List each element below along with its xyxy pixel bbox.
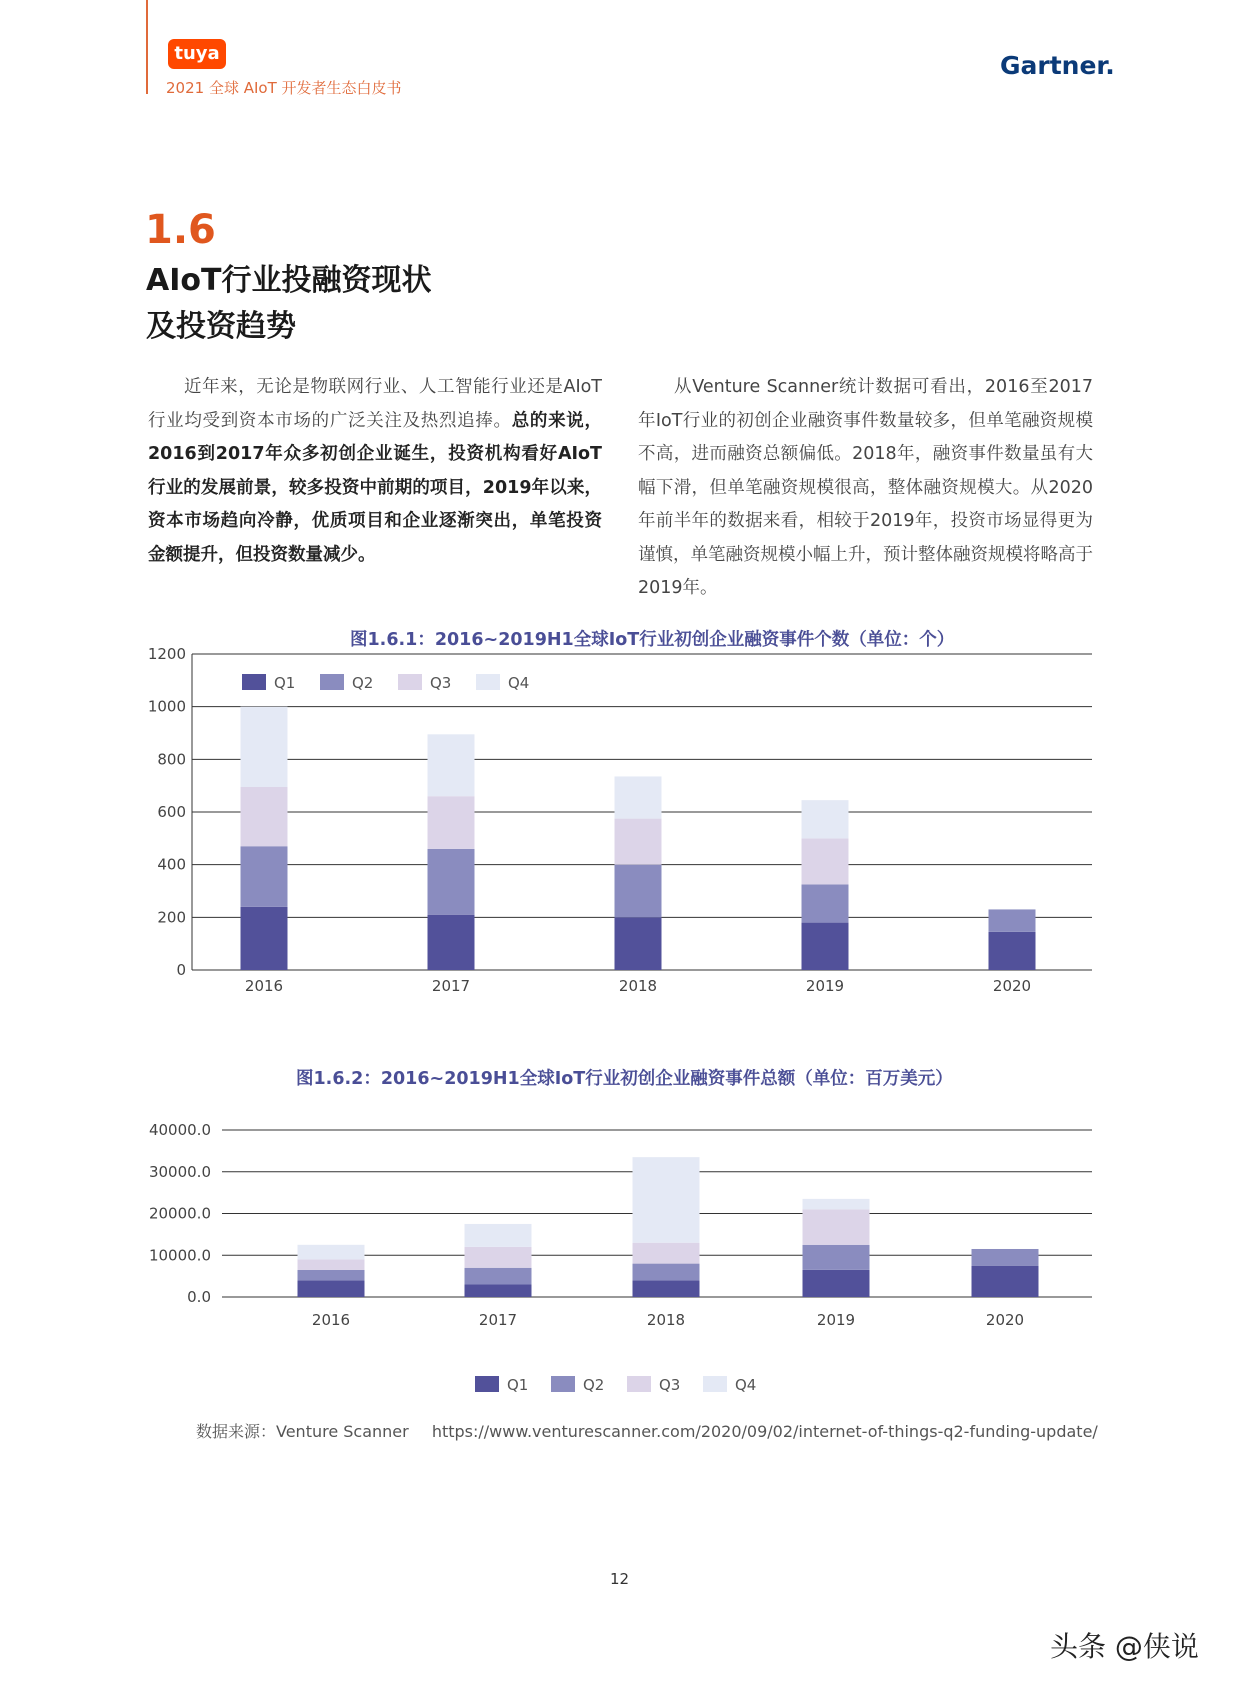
chart2-svg bbox=[0, 1110, 1241, 1400]
chart1-bar-q2-2016 bbox=[241, 846, 288, 907]
section-title-line1: AIoT行业投融资现状 bbox=[146, 263, 432, 298]
source-url[interactable]: https://www.venturescanner.com/2020/09/02/internet-of-things-q2-funding-update/ bbox=[431, 1422, 1098, 1441]
chart2-bar-q4-2017 bbox=[465, 1224, 532, 1247]
chart1-legend-swatch-q3 bbox=[398, 674, 422, 690]
chart2-xtick-label: 2018 bbox=[646, 1311, 686, 1329]
tuya-logo bbox=[168, 39, 226, 69]
chart2-legend-label: Q4 bbox=[735, 1376, 757, 1394]
chart1-bar-q4-2018 bbox=[615, 776, 662, 818]
chart1-bar-q1-2017 bbox=[428, 915, 475, 970]
section-number: 1.6 bbox=[145, 207, 216, 253]
chart1-xtick-label: 2018 bbox=[618, 977, 658, 995]
chart2-bar-q1-2018 bbox=[633, 1280, 700, 1297]
chart1-bar-q2-2017 bbox=[428, 849, 475, 915]
chart1-ytick-label: 400 bbox=[157, 855, 186, 874]
chart2-bar-q1-2019 bbox=[803, 1270, 870, 1297]
chart1-bar-q4-2017 bbox=[428, 734, 475, 796]
chart2-xtick-label: 2019 bbox=[816, 1311, 856, 1329]
chart2-bar-q3-2018 bbox=[633, 1243, 700, 1264]
chart1-ytick-label: 0 bbox=[176, 961, 186, 979]
chart1-ytick-label: 1000 bbox=[147, 697, 186, 716]
chart1-legend-label: Q4 bbox=[508, 674, 530, 692]
chart1-legend-label: Q3 bbox=[430, 674, 452, 692]
body-left-normal: 近年来，无论是物联网行业、人工智能行业还是AIoT行业均受到资本市场的广泛关注及热烈追捧。 bbox=[148, 377, 602, 431]
chart1-bar-q1-2016 bbox=[241, 907, 288, 970]
gartner-logo: Gartner. bbox=[1000, 51, 1115, 80]
chart2-bar-q2-2019 bbox=[803, 1245, 870, 1270]
chart2-bar-q1-2017 bbox=[465, 1284, 532, 1297]
chart1-bar-q1-2018 bbox=[615, 917, 662, 970]
chart1-legend-swatch-q1 bbox=[242, 674, 266, 690]
chart2-bar-q4-2018 bbox=[633, 1157, 700, 1243]
chart2-legend-swatch-q1 bbox=[475, 1376, 499, 1392]
chart2-bar-q4-2016 bbox=[298, 1245, 365, 1260]
watermark: 头条 @侠说 bbox=[1050, 1630, 1199, 1663]
chart1-bar-q2-2018 bbox=[615, 865, 662, 918]
body-paragraph-right: 从Venture Scanner统计数据可看出，2016至2017年IoT行业的初创企业融资事件数量较多，但单笔融资规模不高，进而融资总额偏低。2018年，融资事件数量虽有大幅下滑，但单笔融资规模很高，整体融资规模大。从2020年前半年的数据来看，相较于2019年，投资市场显得更为谨慎，单笔融资规模小幅上升，预计整体融资规模将略高于2019年。 bbox=[638, 377, 1093, 598]
chart1-legend-swatch-q4 bbox=[476, 674, 500, 690]
chart2-bar-q1-2020 bbox=[972, 1266, 1039, 1297]
chart2-xtick-label: 2016 bbox=[311, 1311, 351, 1329]
chart2-legend-label: Q2 bbox=[583, 1376, 605, 1394]
chart2-bar-q1-2016 bbox=[298, 1280, 365, 1297]
chart1-bar-q2-2019 bbox=[802, 884, 849, 922]
chart2-xtick-label: 2017 bbox=[478, 1311, 518, 1329]
chart2-bar-q2-2018 bbox=[633, 1264, 700, 1281]
chart1-bar-q3-2017 bbox=[428, 796, 475, 849]
chart2-bar-q2-2017 bbox=[465, 1268, 532, 1285]
body-paragraph-left bbox=[148, 371, 602, 572]
chart2-bar-q3-2019 bbox=[803, 1209, 870, 1244]
chart1-title: 图1.6.1：2016~2019H1全球IoT行业初创企业融资事件个数（单位：个） bbox=[350, 630, 955, 650]
document-title: 2021 全球 AIoT 开发者生态白皮书 bbox=[166, 79, 402, 97]
section-title-line2: 及投资趋势 bbox=[146, 309, 296, 344]
chart2-ytick-label: 10000.0 bbox=[148, 1246, 211, 1265]
chart1-xtick-label: 2017 bbox=[431, 977, 471, 995]
chart1-bar-q4-2016 bbox=[241, 707, 288, 787]
chart1-bar-q3-2019 bbox=[802, 838, 849, 884]
chart1-bar-q1-2019 bbox=[802, 923, 849, 970]
chart2-bar-q3-2016 bbox=[298, 1259, 365, 1269]
chart1-bar-q3-2016 bbox=[241, 787, 288, 846]
data-source bbox=[196, 1419, 1098, 1442]
chart2-xtick-label: 2020 bbox=[985, 1311, 1025, 1329]
source-label: 数据来源：Venture Scanner bbox=[196, 1422, 409, 1441]
chart1-bar-q4-2019 bbox=[802, 800, 849, 838]
chart1-legend-label: Q2 bbox=[352, 674, 374, 692]
chart1-xtick-label: 2019 bbox=[805, 977, 845, 995]
chart1-bar-q2-2020 bbox=[989, 909, 1036, 931]
chart2-title: 图1.6.2：2016~2019H1全球IoT行业初创企业融资事件总额（单位：百万美元） bbox=[296, 1069, 953, 1089]
tuya-logo-text: tuya bbox=[174, 43, 220, 64]
chart2-bar-q3-2017 bbox=[465, 1247, 532, 1268]
chart2-ytick-label: 40000.0 bbox=[148, 1121, 211, 1139]
page-number: 12 bbox=[610, 1570, 630, 1588]
chart2-bar-q2-2016 bbox=[298, 1270, 365, 1280]
section-title bbox=[146, 258, 666, 350]
chart1-ytick-label: 200 bbox=[157, 908, 186, 927]
header-accent-line bbox=[146, 0, 148, 94]
body-left-bold: 总的来说，2016到2017年众多初创企业诞生，投资机构看好AIoT行业的发展前景，较多投资中前期的项目，2019年以来，资本市场趋向冷静，优质项目和企业逐渐突出，单笔投资金额提升，但投资数量减少。 bbox=[148, 410, 602, 565]
chart1-bar-q3-2018 bbox=[615, 819, 662, 865]
chart1-legend-label: Q1 bbox=[274, 674, 296, 692]
chart2-legend-swatch-q3 bbox=[627, 1376, 651, 1392]
chart2-ytick-label: 20000.0 bbox=[148, 1204, 211, 1223]
chart1-svg bbox=[0, 640, 1241, 1010]
chart2-legend-label: Q1 bbox=[507, 1376, 529, 1394]
chart1-legend-swatch-q2 bbox=[320, 674, 344, 690]
chart2-ytick-label: 0.0 bbox=[187, 1288, 211, 1306]
chart2-legend-swatch-q4 bbox=[703, 1376, 727, 1392]
chart2-bar-q2-2020 bbox=[972, 1249, 1039, 1266]
chart1-ytick-label: 800 bbox=[157, 750, 186, 769]
chart1-xtick-label: 2016 bbox=[244, 977, 284, 995]
chart1-xtick-label: 2020 bbox=[992, 977, 1032, 995]
chart1-bar-q1-2020 bbox=[989, 932, 1036, 970]
chart1-ytick-label: 600 bbox=[157, 803, 186, 821]
chart2-ytick-label: 30000.0 bbox=[148, 1162, 211, 1181]
chart1-ytick-label: 1200 bbox=[147, 645, 186, 663]
chart2-bar-q4-2019 bbox=[803, 1199, 870, 1209]
chart2-legend-label: Q3 bbox=[659, 1376, 681, 1394]
chart2-legend-swatch-q2 bbox=[551, 1376, 575, 1392]
